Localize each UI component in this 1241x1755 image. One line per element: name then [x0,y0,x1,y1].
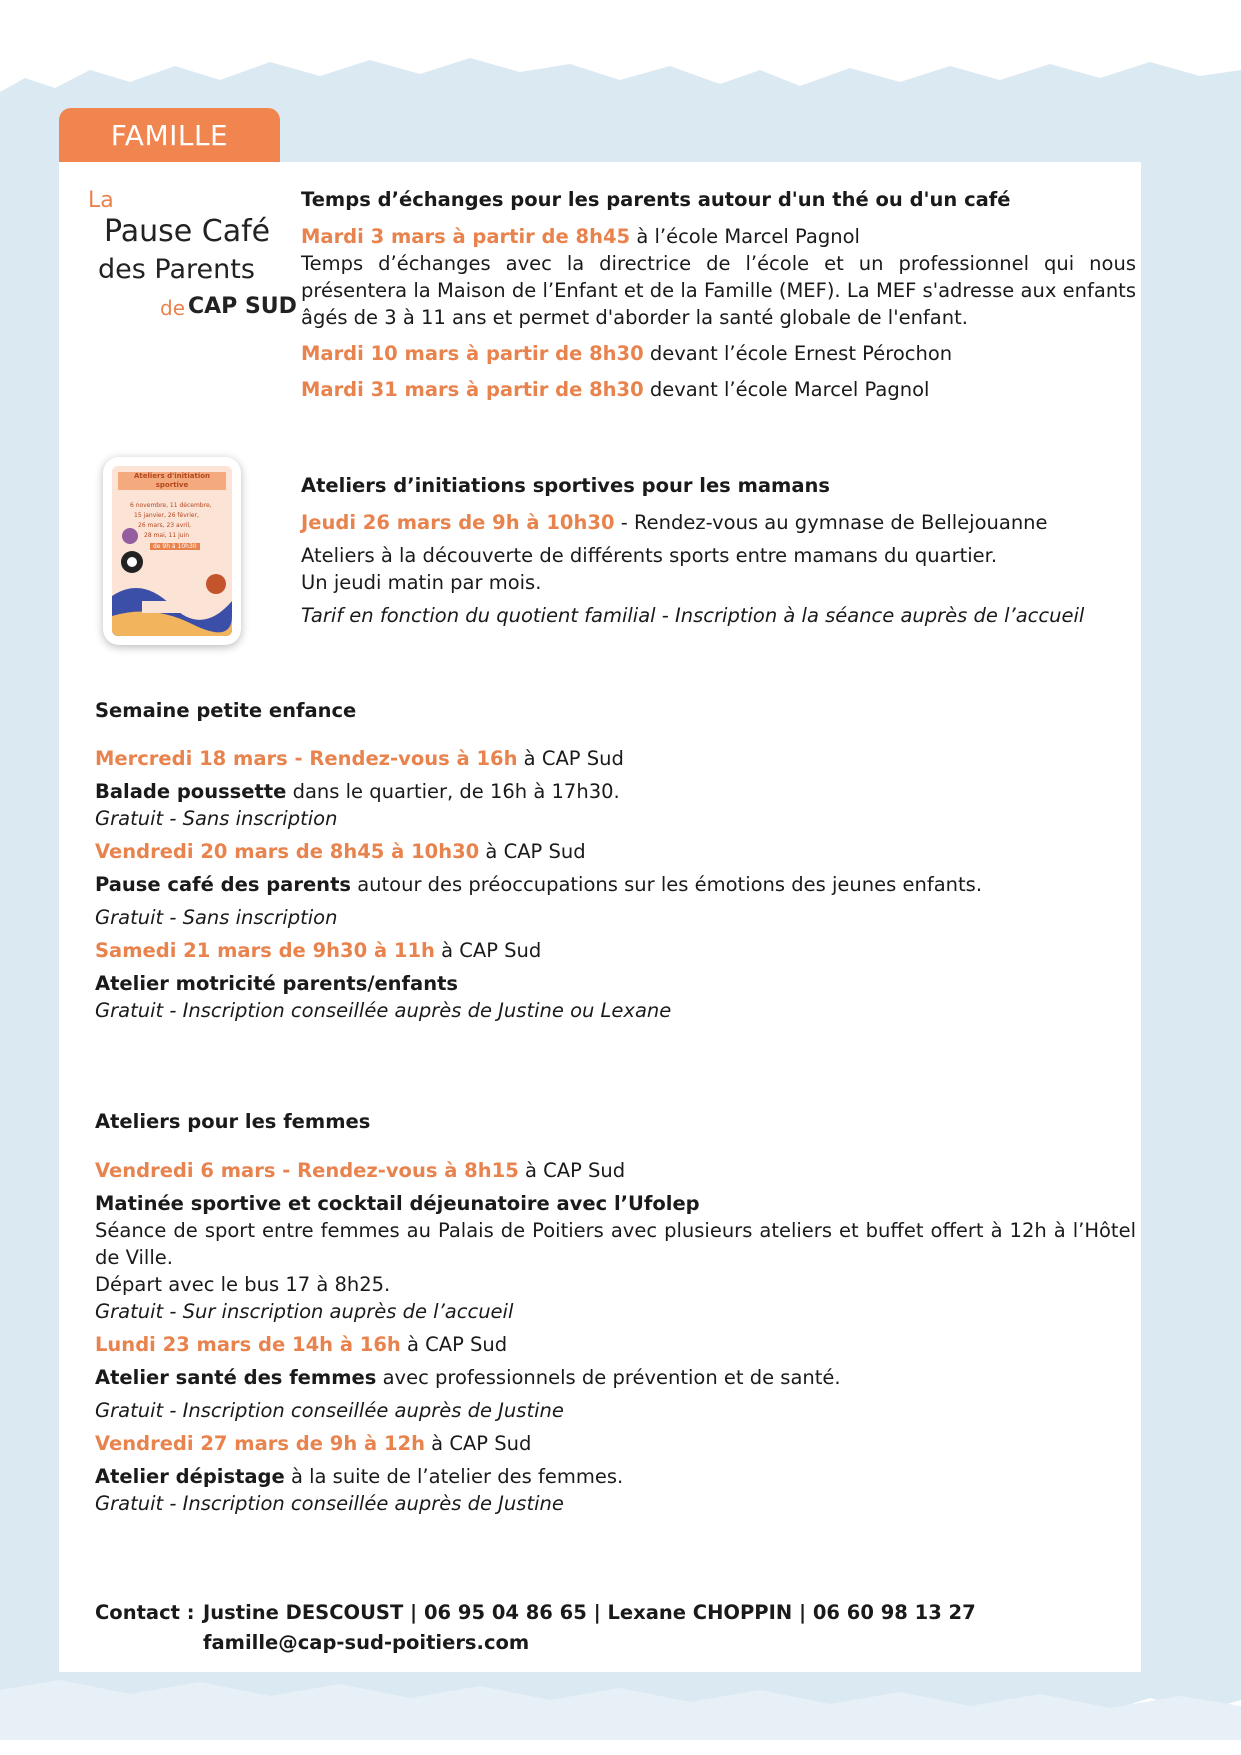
event-place: à l’école Marcel Pagnol [630,225,860,248]
event-description [95,871,1136,898]
section-tab-famille: FAMILLE [59,108,280,162]
section-title: Semaine petite enfance [95,699,357,722]
event-line [95,745,1136,772]
event-description: Un jeudi matin par mois. [301,571,542,594]
section-title: Ateliers pour les femmes [95,1110,371,1133]
event-place: à CAP Sud [424,1432,532,1455]
event-date: Mardi 3 mars à partir de 8h45 [301,225,631,248]
event-description [95,778,1136,805]
event-line [95,1430,1136,1457]
poster-artwork [112,466,232,636]
sport-section [301,472,1136,629]
petite-enfance-section [95,697,1136,1024]
event-place: à CAP Sud [400,1333,508,1356]
event-place: à CAP Sud [434,939,542,962]
section-title: Ateliers d’initiations sportives pour les mamans [301,474,831,497]
event-place: devant l’école Ernest Pérochon [643,342,953,365]
event-date: Mercredi 18 mars - Rendez-vous à 16h [95,747,518,770]
event-description: Temps d’échanges avec la directrice de l’école et un professionnel qui nous présentera la Maison de l’Enfant et de la Famille (MEF). La MEF s'adresse aux enfants âgés de 3 à 11 ans et permet d'aborder la santé globale de l'enfant. [301,252,1136,329]
contact-phones: Justine DESCOUST | 06 95 04 86 65 | Lexane CHOPPIN | 06 60 98 13 27 [203,1601,976,1624]
event-description: Séance de sport entre femmes au Palais de Poitiers avec plusieurs ateliers et buffet offert à 12h à l’Hôtel de Ville. [95,1219,1136,1269]
poster-dates-2: 15 janvier, 26 février, [134,512,199,519]
event-name: Balade poussette [95,780,287,803]
poster-dates-4: 28 mai, 11 juin [144,532,190,539]
event-note: Gratuit - Sans inscription [95,906,338,929]
pause-cafe-section [301,186,1136,403]
poster-hours: de 9h à 10h30 [150,543,200,550]
logo-text-des-parents: des Parents [98,254,255,285]
event-date: Jeudi 26 mars de 9h à 10h30 [301,511,615,534]
event-date: Samedi 21 mars de 9h30 à 11h [95,939,435,962]
poster-title: Ateliers d'initiation sportive [118,472,226,490]
event-note: Gratuit - Inscription conseillée auprès de Justine [95,1492,564,1515]
event-line [95,937,1136,964]
event-detail: dans le quartier, de 16h à 17h30. [286,780,620,803]
event-detail: à la suite de l’atelier des femmes. [284,1465,624,1488]
event-date: Mardi 31 mars à partir de 8h30 [301,378,644,401]
event-note: Tarif en fonction du quotient familial - Inscription à la séance auprès de l’accueil [301,604,1085,627]
logo-text-cap-sud: CAP SUD [188,294,297,319]
logo-text-de: de [160,296,185,320]
event-line [301,509,1136,536]
event-line [95,838,1136,865]
event-line [301,376,1136,403]
event-line [301,340,1136,367]
event-place: - Rendez-vous au gymnase de Bellejouanne [614,511,1048,534]
event-date: Mardi 10 mars à partir de 8h30 [301,342,644,365]
contact-label: Contact : [95,1601,195,1624]
logo-text-la: La [88,188,114,213]
poster-dates-1: 6 novembre, 11 décembre, [130,502,212,509]
event-line [95,1331,1136,1358]
event-date: Lundi 23 mars de 14h à 16h [95,1333,401,1356]
event-date: Vendredi 27 mars de 9h à 12h [95,1432,425,1455]
event-line [95,1157,1136,1184]
event-note: Gratuit - Inscription conseillée auprès de Justine ou Lexane [95,999,672,1022]
contact-email[interactable]: famille@cap-sud-poitiers.com [203,1631,530,1654]
event-note: Gratuit - Sur inscription auprès de l’accueil [95,1300,514,1323]
event-note: Gratuit - Sans inscription [95,807,338,830]
event-detail: avec professionnels de prévention et de santé. [376,1366,841,1389]
event-name: Atelier motricité parents/enfants [95,972,459,995]
event-description: Ateliers à la découverte de différents sports entre mamans du quartier. [301,544,998,567]
logo-text-pause-cafe: Pause Café [104,214,271,249]
event-description [95,1364,1136,1391]
event-name: Atelier santé des femmes [95,1366,377,1389]
event-description: Départ avec le bus 17 à 8h25. [95,1273,391,1296]
event-date: Vendredi 20 mars de 8h45 à 10h30 [95,840,480,863]
event-place: devant l’école Marcel Pagnol [643,378,930,401]
event-place: à CAP Sud [517,747,624,770]
event-detail: autour des préoccupations sur les émotions des jeunes enfants. [351,873,983,896]
poster-illustration [112,466,232,636]
event-description [95,1463,1136,1490]
femmes-section [95,1108,1136,1517]
event-name: Atelier dépistage [95,1465,285,1488]
event-date: Vendredi 6 mars - Rendez-vous à 8h15 [95,1159,519,1182]
pause-cafe-logo [84,188,297,338]
event-name: Matinée sportive et cocktail déjeunatoire avec l’Ufolep [95,1192,700,1215]
poster-dates-3: 26 mars, 23 avril, [138,522,191,529]
event-note: Gratuit - Inscription conseillée auprès de Justine [95,1399,564,1422]
event-place: à CAP Sud [518,1159,626,1182]
sport-poster-thumbnail [103,457,241,645]
section-title: Temps d’échanges pour les parents autour d'un thé ou d'un café [301,188,1011,211]
event-line [301,223,1136,250]
event-name: Pause café des parents [95,873,351,896]
event-place: à CAP Sud [479,840,586,863]
